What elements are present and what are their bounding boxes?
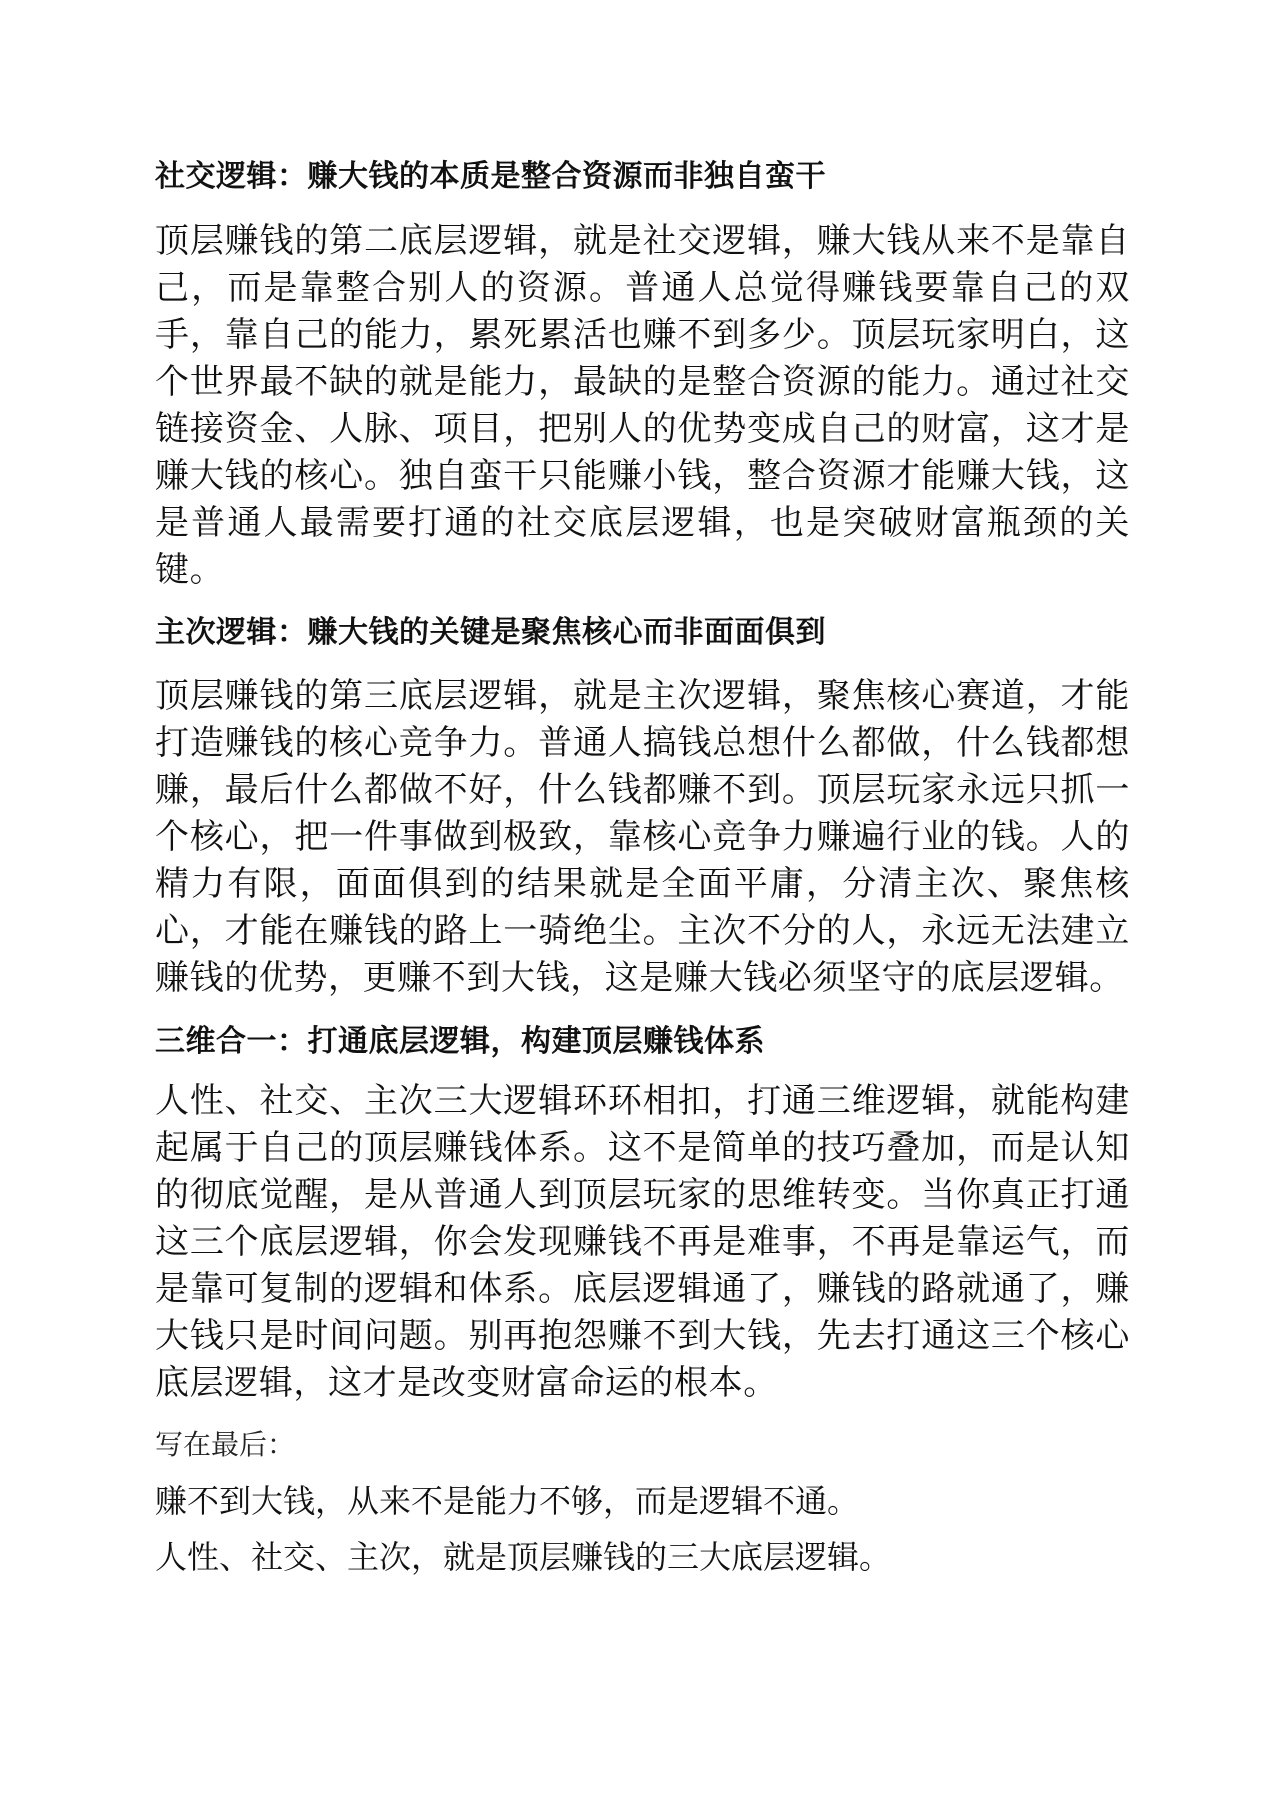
section-heading-social: 社交逻辑：赚大钱的本质是整合资源而非独自蛮干 (155, 159, 826, 194)
section-body-social: 顶层赚钱的第二底层逻辑，就是社交逻辑，赚大钱从来不是靠自己，而是靠整合别人的资源。普通人总觉得赚钱要靠自己的双手，靠自己的能力，累死累活也赚不到多少。顶层玩家明白，这个世界最不缺的就是能力，最缺的是整合资源的能力。通过社交链接资金、人脉、项目，把别人的优势变成自己的财富，这才是赚大钱的核心。独自蛮干只能赚小钱，整合资源才能赚大钱，这是普通人最需要打通的社交底层逻辑，也是突破财富瓶颈的关键。 (155, 221, 1130, 590)
closing-line-2: 人性、社交、主次，就是顶层赚钱的三大底层逻辑。 (155, 1538, 892, 1576)
closing-line-1: 赚不到大钱，从来不是能力不够，而是逻辑不通。 (155, 1482, 860, 1520)
section-body-priority: 顶层赚钱的第三底层逻辑，就是主次逻辑，聚焦核心赛道，才能打造赚钱的核心竞争力。普通人搞钱总想什么都做，什么钱都想赚，最后什么都做不好，什么钱都赚不到。顶层玩家永远只抓一个核心，把一件事做到极致，靠核心竞争力赚遍行业的钱。人的精力有限，面面俱到的结果就是全面平庸，分清主次、聚焦核心，才能在赚钱的路上一骑绝尘。主次不分的人，永远无法建立赚钱的优势，更赚不到大钱，这是赚大钱必须坚守的底层逻辑。 (155, 676, 1130, 998)
closing-label: 写在最后： (155, 1428, 296, 1461)
section-heading-priority: 主次逻辑：赚大钱的关键是聚焦核心而非面面俱到 (155, 615, 826, 650)
section-heading-unified: 三维合一：打通底层逻辑，构建顶层赚钱体系 (155, 1024, 765, 1059)
section-body-unified: 人性、社交、主次三大逻辑环环相扣，打通三维逻辑，就能构建起属于自己的顶层赚钱体系。这不是简单的技巧叠加，而是认知的彻底觉醒，是从普通人到顶层玩家的思维转变。当你真正打通这三个底层逻辑，你会发现赚钱不再是难事，不再是靠运气，而是靠可复制的逻辑和体系。底层逻辑通了，赚钱的路就通了，赚大钱只是时间问题。别再抱怨赚不到大钱，先去打通这三个核心底层逻辑，这才是改变财富命运的根本。 (155, 1081, 1130, 1403)
